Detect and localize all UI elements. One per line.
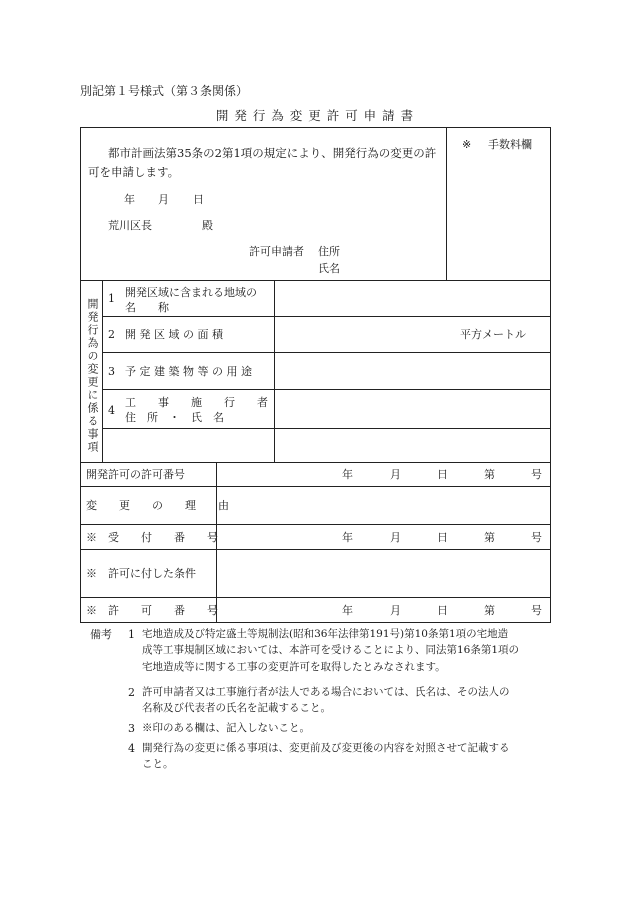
item-3-number: 3 (108, 365, 115, 378)
date-day-label: 日 (193, 193, 204, 206)
fee-mark: ※ (462, 138, 472, 151)
permit-dai: 第 (484, 468, 495, 481)
honorific: 殿 (202, 219, 213, 232)
item-2-label: 開 発 区 域 の 面 積 (125, 328, 223, 341)
approval-go: 号 (531, 604, 542, 617)
item-4-label-line2: 住 所 ・ 氏 名 (125, 411, 224, 424)
note-1-line-1: 宅地造成及び特定盛土等規制法(昭和36年法律第191号)第10条第1項の宅地造 (142, 628, 509, 640)
reception-year: 年 (342, 531, 353, 544)
date-year-label: 年 (124, 193, 135, 206)
item-4-number: 4 (108, 404, 115, 417)
addressee: 荒川区長 (108, 219, 152, 232)
note-1-text (142, 626, 519, 675)
note-4-line-1: 開発行為の変更に係る事項は、変更前及び変更後の内容を対照させて記載する (142, 742, 510, 754)
item-2-number: 2 (108, 328, 115, 341)
note-3-line-1: ※印のある欄は、記入しないこと。 (142, 722, 310, 734)
permit-go: 号 (531, 468, 542, 481)
approval-month: 月 (390, 604, 401, 617)
address-label: 住所 (318, 245, 340, 258)
note-2-number: 2 (128, 686, 135, 699)
reception-month: 月 (390, 531, 401, 544)
reception-go: 号 (531, 531, 542, 544)
document-title: 開 発 行 為 変 更 許 可 申 請 書 (215, 108, 415, 123)
notes-heading: 備考 (90, 628, 112, 641)
approval-day: 日 (437, 604, 448, 617)
note-1-number: 1 (128, 628, 135, 641)
note-4-number: 4 (128, 742, 135, 755)
note-1-line-2: 成等工事規制区域においては、本許可を受けることにより、同法第16条第1項の (142, 644, 520, 657)
item-4-label-line1: 工 事 施 行 者 (125, 396, 268, 409)
permit-number-label: 開発許可の許可番号 (86, 468, 185, 481)
note-2-line-2: 名称及び代表者の氏名を記載すること。 (142, 702, 331, 715)
item-1-number: 1 (108, 292, 115, 305)
reception-number-label: ※ 受 付 番 号 (86, 531, 218, 544)
note-4-text (142, 740, 510, 773)
statement-line-2: 可を申請します。 (88, 165, 180, 179)
permit-month: 月 (390, 468, 401, 481)
area-unit: 平方メートル (460, 328, 526, 341)
approval-number-label: ※ 許 可 番 号 (86, 604, 218, 617)
permit-year: 年 (342, 468, 353, 481)
permit-day: 日 (437, 468, 448, 481)
item-3-label: 予 定 建 築 物 等 の 用 途 (125, 365, 252, 378)
note-3-number: 3 (128, 722, 135, 735)
applicant-label: 許可申請者 (249, 245, 304, 258)
reception-dai: 第 (484, 531, 495, 544)
date-month-label: 月 (158, 193, 169, 206)
item-1-label-line2: 名 称 (125, 301, 169, 314)
note-4-line-2: こと。 (142, 758, 174, 771)
approval-year: 年 (342, 604, 353, 617)
item-1-label-line1: 開発区域に含まれる地域の (125, 286, 257, 299)
change-reason-label: 変 更 の 理 由 (86, 499, 229, 512)
approval-dai: 第 (484, 604, 495, 617)
reception-day: 日 (437, 531, 448, 544)
permit-conditions-label: ※ 許可に付した条件 (86, 567, 196, 580)
statement-line-1: 都市計画法第35条の2第1項の規定により、開発行為の変更の許 (108, 146, 437, 160)
note-2-line-1: 許可申請者又は工事施行者が法人である場合においては、氏名は、その法人の (142, 686, 510, 698)
note-2-text (142, 684, 510, 717)
change-matters-vertical-label: 開発行為の変更に係る事項 (86, 298, 99, 454)
form-reference: 別記第１号様式（第３条関係） (80, 84, 249, 98)
name-label: 氏名 (318, 262, 340, 275)
note-3-text (142, 720, 310, 736)
fee-label: 手数料欄 (488, 138, 532, 151)
note-1-line-3: 宅地造成等に関する工事の変更許可を取得したとみなされます。 (142, 660, 446, 673)
